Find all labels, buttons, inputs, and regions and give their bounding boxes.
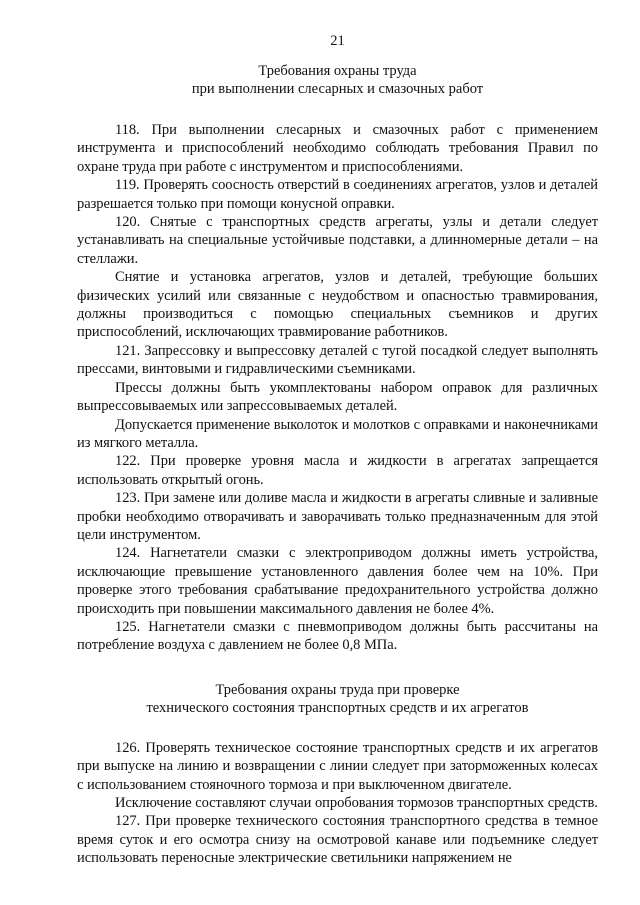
heading-line: при выполнении слесарных и смазочных работ	[191, 81, 484, 97]
heading-line: технического состояния транспортных средств и их агрегатов	[146, 699, 529, 716]
paragraph-122: 122. При проверке уровня масла и жидкости в агрегатах запрещается использовать открытый огонь.	[77, 453, 598, 488]
paragraph-127: 127. При проверке технического состояния транспортного средства в темное время суток и его осмотра снизу на осмотровой канаве или подъемнике следует использовать переносные электрические светильники напряжением не	[77, 813, 598, 867]
paragraph-121-allowed: Допускается применение выколоток и молотков с оправками и наконечниками из мягкого металла.	[77, 416, 598, 451]
section-body-locksmith-lubrication	[77, 121, 598, 655]
paragraph-126: 126. Проверять техническое состояние транспортных средств и их агрегатов при выпуске на линию и возвращении с линии следует при заторможенных колесах с использованием стояночного тормоза и при выключенном двигателе.	[77, 739, 598, 793]
paragraph-124: 124. Нагнетатели смазки с электроприводом должны иметь устройства, исключающие превышение установленного давления более чем на 10%. При проверке этого требования срабатывание предохранительного устройства должно происходить при повышении максимального давления не более 4%.	[77, 545, 598, 617]
section-heading-technical-inspection	[77, 681, 598, 717]
heading-line: Требования охраны труда	[258, 63, 417, 79]
section-heading-locksmith-lubrication	[77, 62, 598, 98]
page-number: 21	[330, 33, 345, 49]
paragraph-120: 120. Снятые с транспортных средств агрегаты, узлы и детали следует устанавливать на специальные устойчивые подставки, а длинномерные детали – на стеллажи.	[77, 214, 598, 267]
paragraph-123: 123. При замене или доливе масла и жидкости в агрегаты сливные и заливные пробки необходимо отворачивать и заворачивать только предназначенным для этой цели инструментом.	[77, 490, 598, 543]
paragraph-121-presses: Прессы должны быть укомплектованы набором оправок для различных выпрессовываемых или запрессовываемых деталей.	[77, 379, 598, 415]
paragraph-120-removal: Снятие и установка агрегатов, узлов и деталей, требующие больших физических усилий или связанные с неудобством и опасностью травмирования, должны производиться с помощью специальных съемников и других приспособлений, исключающих травмирование работников.	[77, 269, 598, 341]
paragraph-125: 125. Нагнетатели смазки с пневмоприводом должны быть рассчитаны на потребление воздуха с давлением не более 0,8 МПа.	[77, 618, 598, 654]
paragraph-126-exception: Исключение составляют случаи опробования тормозов транспортных средств.	[115, 795, 598, 811]
heading-line: Требования охраны труда при проверке	[215, 681, 460, 698]
paragraph-119: 119. Проверять соосность отверстий в соединениях агрегатов, узлов и деталей разрешается только при помощи конусной оправки.	[77, 177, 598, 212]
paragraph-121: 121. Запрессовку и выпрессовку деталей с тугой посадкой следует выполнять прессами, винтовыми и гидравлическими съемниками.	[77, 342, 598, 378]
paragraph-118: 118. При выполнении слесарных и смазочных работ с применением инструмента и приспособлений необходимо соблюдать требования Правил по охране труда при работе с инструментом и приспособлениями.	[77, 122, 598, 175]
section-body-technical-inspection	[77, 739, 598, 868]
